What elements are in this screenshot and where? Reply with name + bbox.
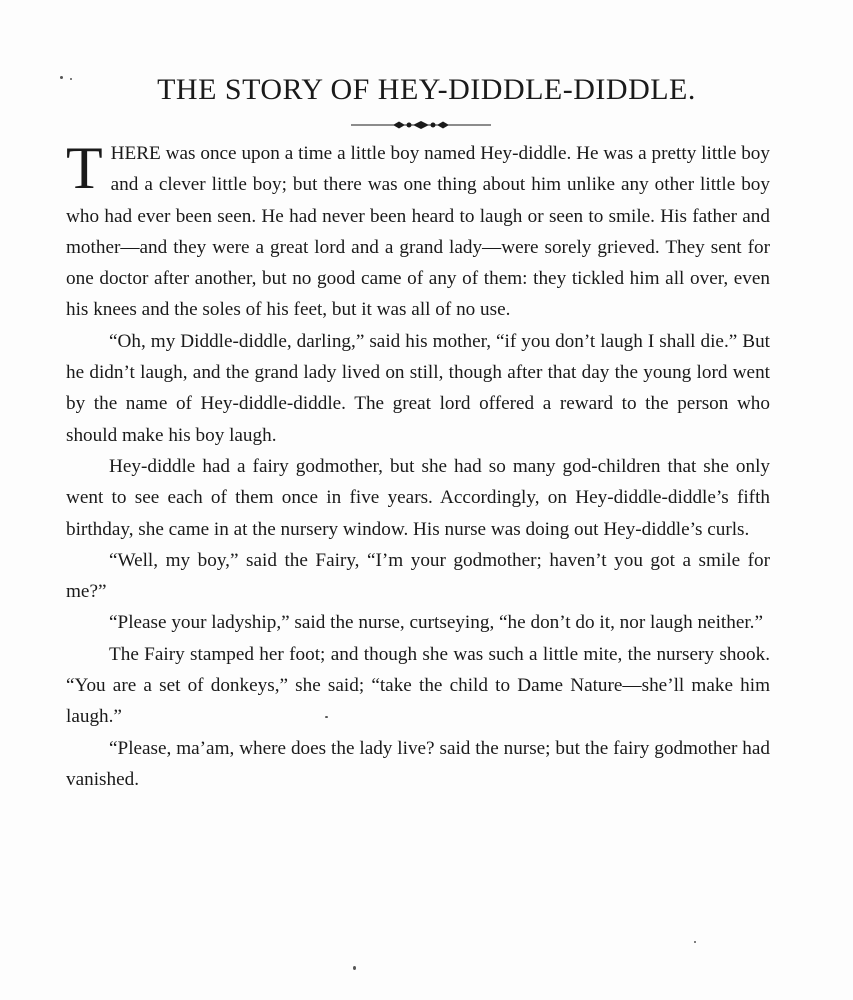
paragraph-7: “Please, ma’am, where does the lady live? said the nurse; but the fairy godmother had vanished. bbox=[66, 737, 770, 790]
paragraph-1-text: HERE was once upon a time a little boy named Hey-diddle. He was a pretty little boy and a clever little boy; but there was one thing about him unlike any other little boy who had ever been seen. He had never been heard to laugh or seen to smile. His father and mother—and they were a great lord and a grand lady—were sorely grieved. They sent for one doctor after another, but no good came of any of them: they tickled him all over, even his knees and the soles of his feet, but it was all of no use. bbox=[66, 143, 770, 321]
paragraph-1 bbox=[66, 135, 770, 326]
speck bbox=[60, 76, 63, 79]
paragraph-2: “Oh, my Diddle-diddle, darling,” said his mother, “if you don’t laugh I shall die.” But he didn’t laugh, and the grand lady lived on still, though after that day the young lord went by the name of Hey-diddle-diddle. The great lord offered a reward to the person who should make his boy laugh. bbox=[66, 330, 770, 446]
paragraph-6: The Fairy stamped her foot; and though she was such a little mite, the nursery shook. “You are a set of donkeys,” she said; “take the child to Dame Nature—she’ll make him laugh.” bbox=[66, 643, 770, 728]
story-body bbox=[66, 135, 770, 795]
speck bbox=[70, 78, 72, 80]
paragraph-4: “Well, my boy,” said the Fairy, “I’m your godmother; haven’t you got a smile for me?” bbox=[66, 549, 770, 603]
speck bbox=[694, 941, 696, 943]
speck bbox=[325, 716, 328, 718]
paragraph-3: Hey-diddle had a fairy godmother, but she had so many god-children that she only went to see each of them once in five years. Accordingly, on Hey-diddle-diddle’s fifth birthday, she came in at the nursery window. His nurse was doing out Hey-diddle’s curls. bbox=[66, 455, 770, 540]
paragraph-5: “Please your ladyship,” said the nurse, curtseying, “he don’t do it, nor laugh neither.” bbox=[109, 612, 763, 634]
story-title: THE STORY OF HEY-DIDDLE-DIDDLE. bbox=[157, 73, 696, 106]
speck bbox=[353, 966, 356, 970]
ornament-divider-icon bbox=[351, 120, 491, 130]
drop-cap: T bbox=[66, 135, 103, 201]
